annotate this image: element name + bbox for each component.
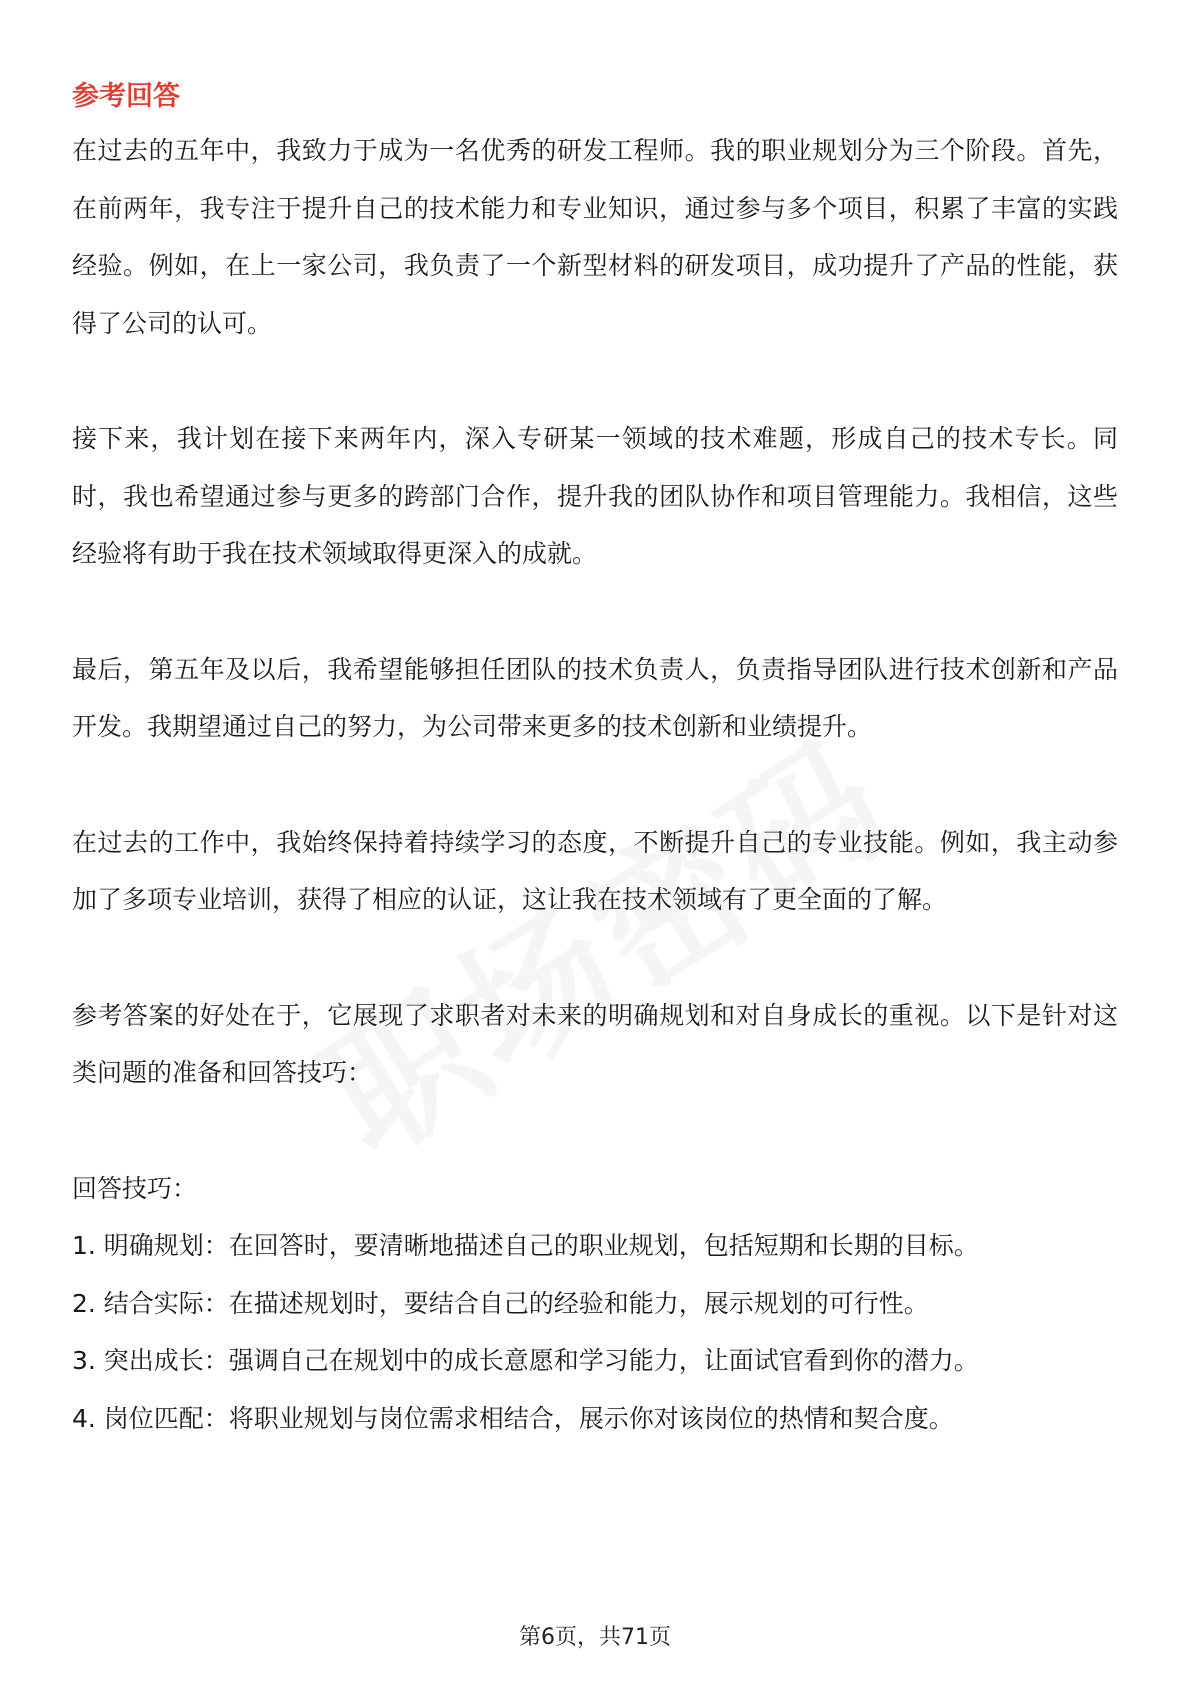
tips-list [72, 1217, 1118, 1447]
paragraph-gap [72, 756, 1118, 814]
section-title: 参考回答 [72, 81, 180, 112]
paragraph-gap [72, 583, 1118, 641]
paragraph-2: 接下来，我计划在接下来两年内，深入专研某一领域的技术难题，形成自己的技术专长。同时，我也希望通过参与更多的跨部门合作，提升我的团队协作和项目管理能力。我相信，这些经验将有助于我在技术领域取得更深入的成就。 [72, 424, 1118, 568]
tip-item: 1. 明确规划：在回答时，要清晰地描述自己的职业规划，包括短期和长期的目标。 [72, 1231, 979, 1260]
tips-heading: 回答技巧： [72, 1173, 198, 1203]
page-content [72, 72, 1118, 1447]
paragraph-1: 在过去的五年中，我致力于成为一名优秀的研发工程师。我的职业规划分为三个阶段。首先，在前两年，我专注于提升自己的技术能力和专业知识，通过参与多个项目，积累了丰富的实践经验。例如，在上一家公司，我负责了一个新型材料的研发项目，成功提升了产品的性能，获得了公司的认可。 [72, 136, 1118, 338]
tip-item: 3. 突出成长：强调自己在规划中的成长意愿和学习能力，让面试官看到你的潜力。 [72, 1346, 979, 1375]
paragraph-5: 参考答案的好处在于，它展现了求职者对未来的明确规划和对自身成长的重视。以下是针对这类问题的准备和回答技巧： [72, 1000, 1118, 1087]
paragraph-gap [72, 352, 1118, 410]
tip-item: 2. 结合实际：在描述规划时，要结合自己的经验和能力，展示规划的可行性。 [72, 1288, 929, 1318]
paragraph-gap [72, 929, 1118, 987]
paragraph-4: 在过去的工作中，我始终保持着持续学习的态度，不断提升自己的专业技能。例如，我主动参加了多项专业培训，获得了相应的认证，这让我在技术领域有了更全面的了解。 [72, 827, 1118, 914]
tip-item: 4. 岗位匹配：将职业规划与岗位需求相结合，展示你对该岗位的热情和契合度。 [72, 1403, 954, 1433]
page-number-footer: 第6页，共71页 [519, 1625, 671, 1650]
paragraph-3: 最后，第五年及以后，我希望能够担任团队的技术负责人，负责指导团队进行技术创新和产品开发。我期望通过自己的努力，为公司带来更多的技术创新和业绩提升。 [72, 654, 1118, 741]
paragraph-gap [72, 1102, 1118, 1160]
